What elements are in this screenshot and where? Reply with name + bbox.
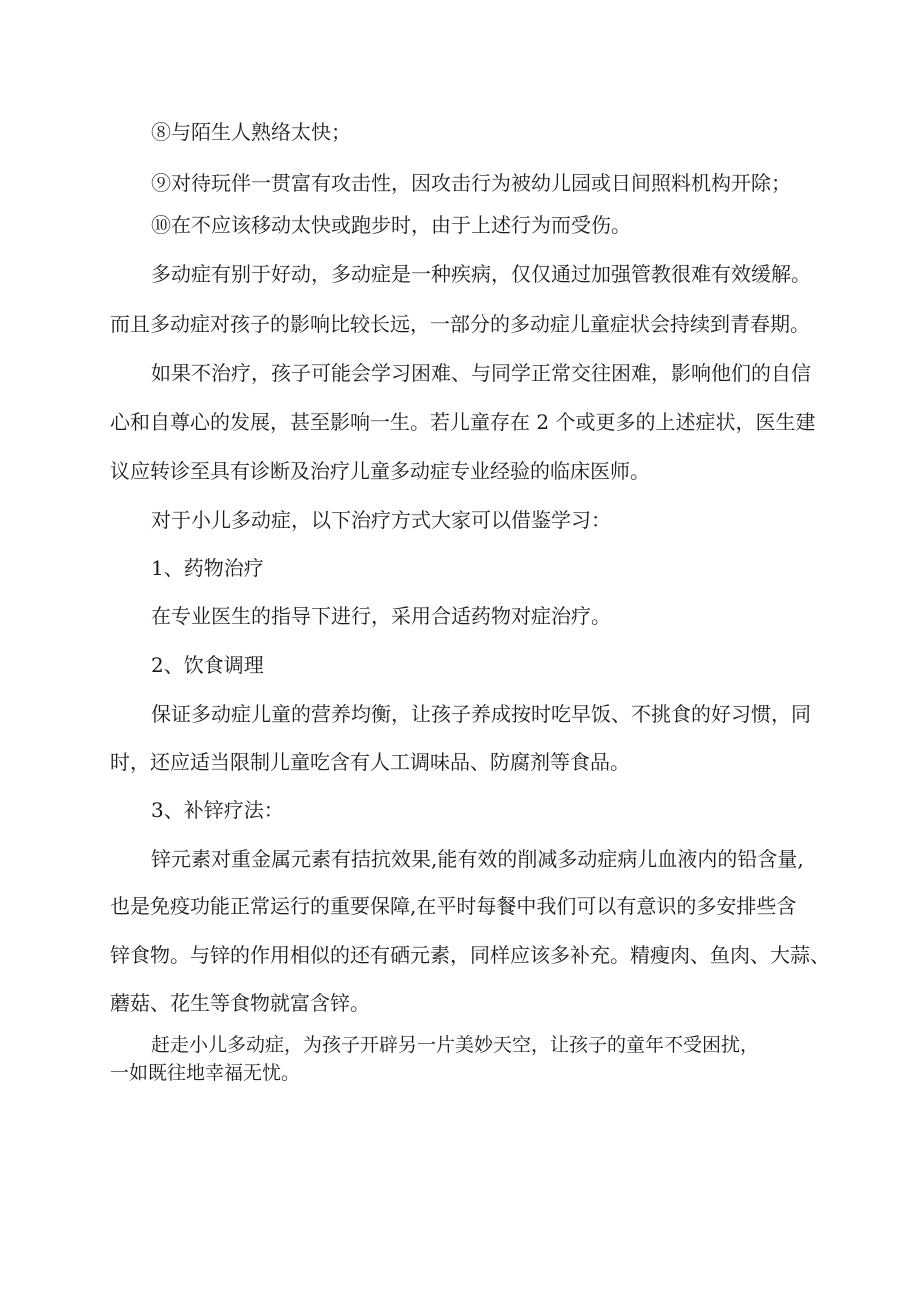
paragraph-untreated-line-1: 如果不治疗，孩子可能会学习困难、与同学正常交往困难，影响他们的自信 bbox=[151, 361, 811, 385]
paragraph-distinction-line-1: 多动症有别于好动，多动症是一种疾病，仅仅通过加强管教很难有效缓解。 bbox=[151, 262, 811, 286]
closing-line-1: 赶走小儿多动症，为孩子开辟另一片美妙天空，让孩子的童年不受困扰， bbox=[151, 1034, 760, 1056]
closing-line-2: 一如既往地幸福无忧。 bbox=[110, 1062, 301, 1084]
treatment-2-body-line-2: 时，还应适当限制儿童吃含有人工调味品、防腐剂等食品。 bbox=[110, 750, 630, 774]
treatment-3-body-line-3: 锌食物。与锌的作用相似的还有硒元素，同样应该多补充。精瘦肉、鱼肉、大蒜、 bbox=[110, 943, 830, 967]
treatment-intro: 对于小儿多动症，以下治疗方式大家可以借鉴学习： bbox=[151, 508, 611, 532]
symptom-item-10: ⑩在不应该移动太快或跑步时，由于上述行为而受伤。 bbox=[151, 213, 631, 237]
treatment-3-heading: 3、补锌疗法： bbox=[151, 798, 284, 822]
treatment-3-body-line-2: 也是免疫功能正常运行的重要保障,在平时每餐中我们可以有意识的多安排些含 bbox=[110, 894, 797, 918]
treatment-1-heading: 1、药物治疗 bbox=[151, 556, 264, 580]
symptom-item-8: ⑧与陌生人熟络太快； bbox=[151, 120, 351, 144]
treatment-3-body-line-4: 蘑菇、花生等食物就富含锌。 bbox=[110, 991, 370, 1015]
treatment-1-body: 在专业医生的指导下进行，采用合适药物对症治疗。 bbox=[151, 604, 611, 628]
paragraph-distinction-line-2: 而且多动症对孩子的影响比较长远，一部分的多动症儿童症状会持续到青春期。 bbox=[110, 312, 810, 336]
symptom-item-9: ⑨对待玩伴一贯富有攻击性，因攻击行为被幼儿园或日间照料机构开除； bbox=[151, 171, 791, 195]
treatment-2-body-line-1: 保证多动症儿童的营养均衡，让孩子养成按时吃早饭、不挑食的好习惯，同 bbox=[151, 702, 811, 726]
paragraph-untreated-line-2: 心和自尊心的发展，甚至影响一生。若儿童存在 2 个或更多的上述症状，医生建 bbox=[110, 410, 816, 434]
treatment-2-heading: 2、饮食调理 bbox=[151, 653, 264, 677]
paragraph-untreated-line-3: 议应转诊至具有诊断及治疗儿童多动症专业经验的临床医师。 bbox=[110, 459, 650, 483]
treatment-3-body-line-1: 锌元素对重金属元素有拮抗效果,能有效的削减多动症病儿血液内的铅含量, bbox=[151, 847, 804, 871]
